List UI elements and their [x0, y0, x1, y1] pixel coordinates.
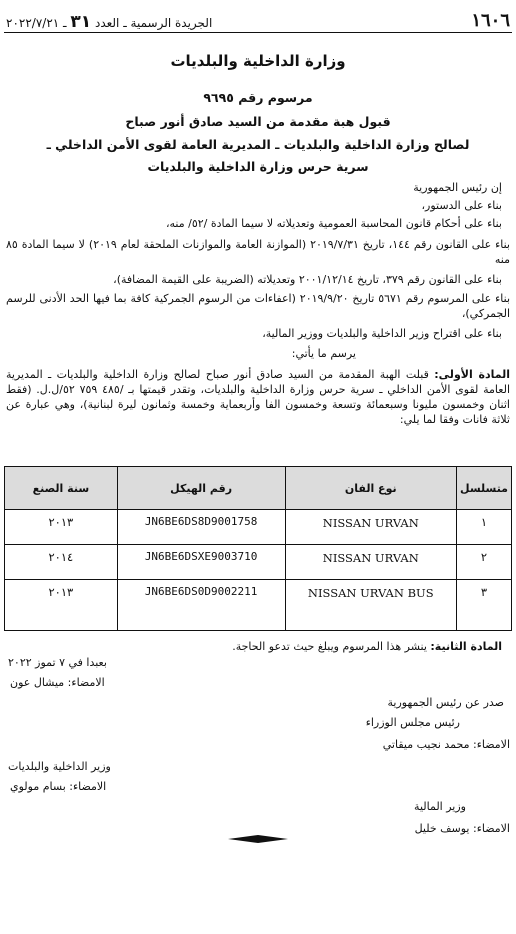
- cell-serial: ٣: [457, 580, 512, 631]
- decree-title-line-3: سرية حرس وزارة الداخلية والبلديات: [147, 159, 369, 174]
- table-header-row: [5, 467, 512, 510]
- article-1: [6, 367, 510, 427]
- header-serial: متسلسل: [457, 467, 512, 510]
- issue-date: ـ ٢٠٢٢/٧/٢١: [6, 16, 67, 30]
- preamble-budget-law: بناء على القانون رقم ١٤٤، تاريخ ٢٠١٩/٧/٣١ (الموازنة العامة والموازنات الملحقة لعام ٢٠١٩) لا سيما المادة ٨٥ منه: [6, 238, 510, 266]
- section-divider-ornament: [228, 834, 288, 844]
- pm-title: رئيس مجلس الوزراء: [365, 716, 460, 729]
- cell-year: ٢٠١٤: [5, 545, 118, 580]
- header-chassis: رقم الهيكل: [117, 467, 285, 510]
- page-number: ١٦٠٦: [471, 10, 510, 31]
- decree-title-line-2: لصالح وزارة الداخلية والبلديات ـ المديرية العامة لقوى الأمن الداخلي ـ: [46, 137, 470, 152]
- cell-serial: ١: [457, 510, 512, 545]
- cell-chassis: JN6BE6DS8D9001758: [117, 510, 285, 545]
- ministry-heading: وزارة الداخلية والبلديات: [170, 52, 346, 70]
- preamble-constitution: بناء على الدستور،: [421, 199, 502, 212]
- table-row: [5, 580, 512, 631]
- article-1-text: قبلت الهبة المقدمة من السيد صادق أنور صباح لصالح وزارة الداخلية والبلديات ـ المديرية العامة لقوى الأمن الداخلي ـ سرية حرس وزارة الداخلية والبلديات، وتقدر قيمتها بـ /٤٨٥ ٧٥٩ ٥٢/ل.ل. (فقط اثنان وخمسون مليونا وسبعمائة وتسعة وخمسون الفا وأربعماية وخمسة وثمانون ليرة لبنانية)، وهي عبارة عن ثلاثة فانات وفقا لما يلي:: [6, 368, 510, 426]
- cell-type: NISSAN URVAN BUS: [285, 580, 457, 631]
- finance-minister-title: وزير المالية: [414, 800, 466, 813]
- vehicles-table: [4, 466, 512, 631]
- pm-signature: الامضاء: محمد نجيب ميقاتي: [382, 738, 510, 751]
- header-type: نوع الفان: [285, 467, 457, 510]
- cell-type: NISSAN URVAN: [285, 510, 457, 545]
- cell-chassis: JN6BE6DS0D9002211: [117, 580, 285, 631]
- decree-number: مرسوم رقم ٩٦٩٥: [203, 90, 313, 105]
- issued-by: صدر عن رئيس الجمهورية: [387, 696, 504, 709]
- cell-year: ٢٠١٣: [5, 510, 118, 545]
- article-2-label: المادة الثانية:: [430, 640, 502, 653]
- preamble-accounting-law: بناء على أحكام قانون المحاسبة العمومية وتعديلاته لا سيما المادة /٥٢/ منه،: [165, 217, 502, 230]
- cell-serial: ٢: [457, 545, 512, 580]
- preamble-president: إن رئيس الجمهورية: [413, 181, 502, 194]
- decree-title-line-1: قبول هبة مقدمة من السيد صادق أنور صباح: [125, 114, 391, 129]
- place-date: بعبدا في ٧ تموز ٢٠٢٢: [8, 656, 107, 669]
- cell-year: ٢٠١٣: [5, 580, 118, 631]
- article-2: [232, 640, 502, 653]
- header-year: سنة الصنع: [5, 467, 118, 510]
- preamble-proposal: بناء على اقتراح وزير الداخلية والبلديات ووزير المالية،: [262, 327, 502, 340]
- article-2-text: ينشر هذا المرسوم ويبلغ حيث تدعو الحاجة.: [232, 640, 427, 653]
- cell-chassis: JN6BE6DSXE9003710: [117, 545, 285, 580]
- page-header: [4, 6, 512, 32]
- header-rule: [4, 32, 512, 33]
- article-1-label: المادة الأولى:: [434, 368, 510, 381]
- interior-minister-title: وزير الداخلية والبلديات: [8, 760, 111, 773]
- gazette-issue-line: [6, 12, 212, 32]
- table-row: [5, 545, 512, 580]
- issue-number: ٣١: [70, 12, 92, 32]
- decrees-following: يرسم ما يأتي:: [291, 347, 356, 360]
- preamble-customs-decree: بناء على المرسوم رقم ٥٦٧١ تاريخ ٢٠١٩/٩/٢٠ (اعفاءات من الرسوم الجمركية كافة بما فيها الحد الأدنى للرسم الجمركي)،: [6, 292, 511, 320]
- finance-minister-signature: الامضاء: يوسف خليل: [414, 822, 510, 835]
- preamble-vat-law: بناء على القانون رقم ٣٧٩، تاريخ ٢٠٠١/١٢/١٤ وتعديلاته (الضريبة على القيمة المضافة)،: [113, 273, 502, 286]
- cell-type: NISSAN URVAN: [285, 545, 457, 580]
- gazette-name: الجريدة الرسمية ـ العدد: [94, 16, 213, 30]
- interior-minister-signature: الامضاء: بسام مولوي: [10, 780, 107, 793]
- table-row: [5, 510, 512, 545]
- president-signature: الامضاء: ميشال عون: [10, 676, 105, 689]
